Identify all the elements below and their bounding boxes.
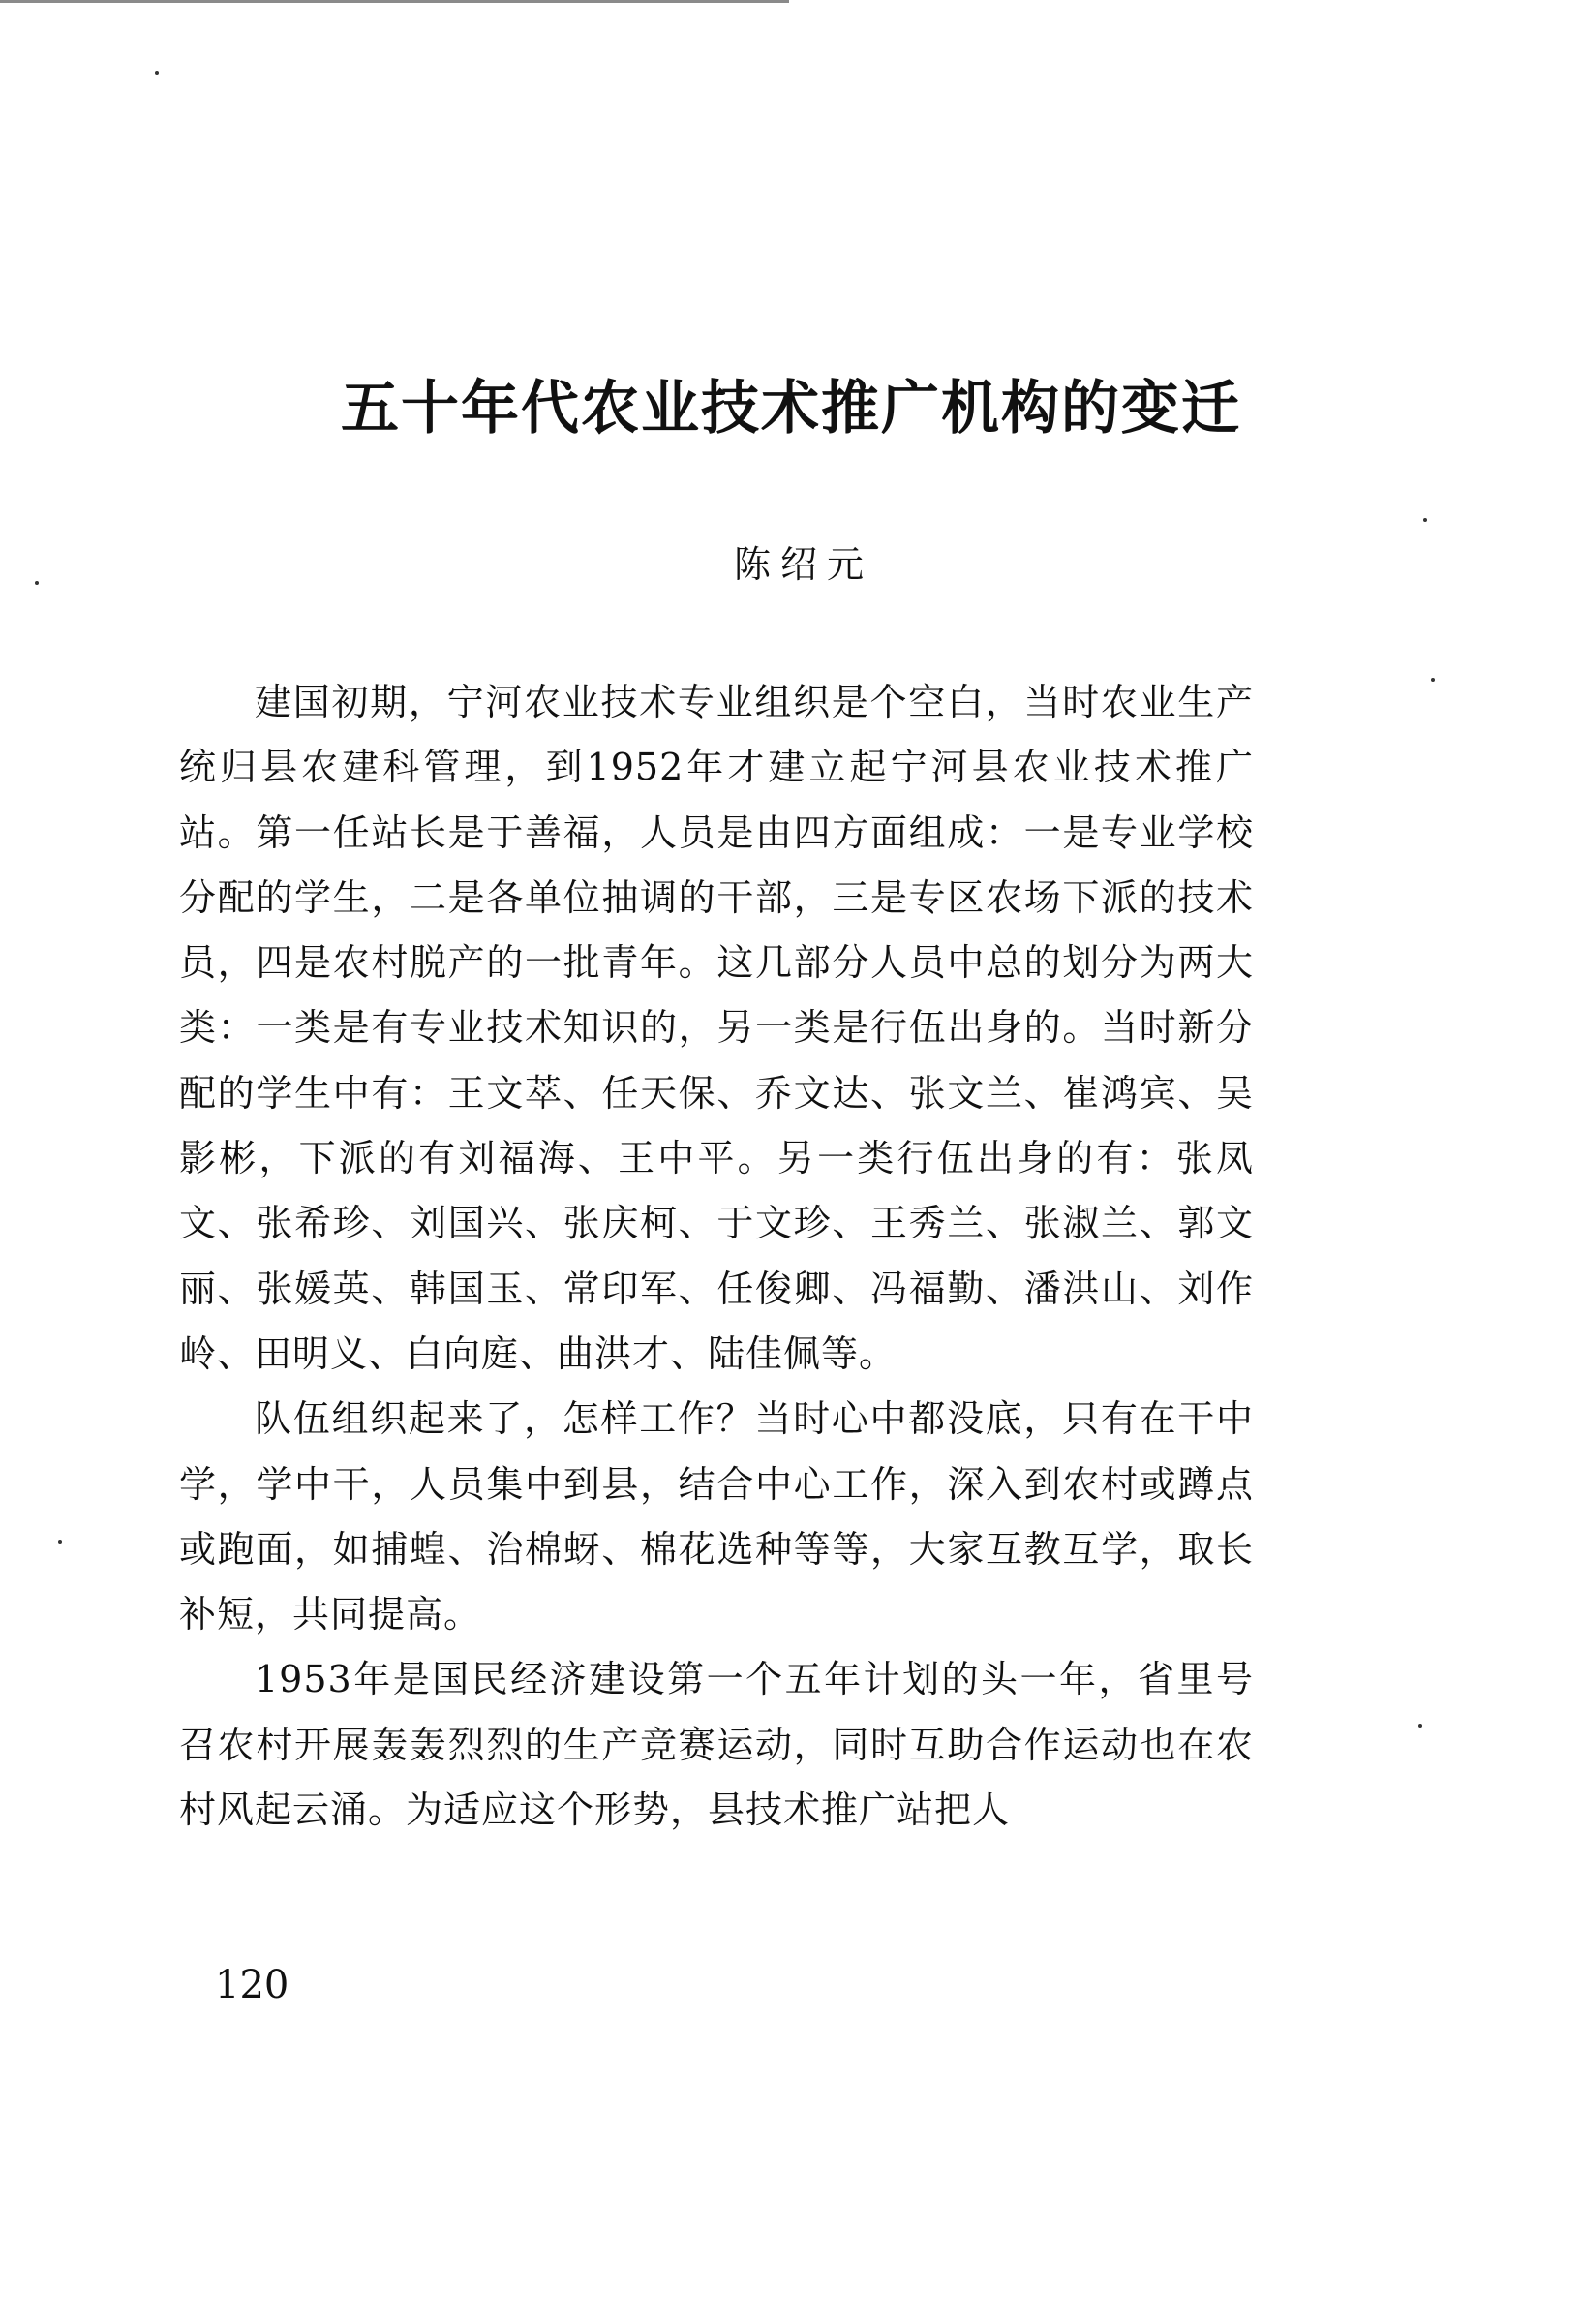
scan-speck: [35, 581, 39, 585]
scan-speck: [1418, 1724, 1422, 1728]
paragraph-1: 建国初期，宁河农业技术专业组织是个空白，当时农业生产统归县农建科管理，到1952年才建立起宁河县农业技术推广站。第一任站长是于善福，人员是由四方面组成：一是专业学校分配的学生，二是各单位抽调的干部，三是专区农场下派的技术员，四是农村脱产的一批青年。这几部分人员中总的划分为两大类：一类是有专业技术知识的，另一类是行伍出身的。当时新分配的学生中有：王文萃、任天保、乔文达、张文兰、崔鸿宾、吴影彬，下派的有刘福海、王中平。另一类行伍出身的有：张凤文、张希珍、刘国兴、张庆柯、于文珍、王秀兰、张淑兰、郭文丽、张媛英、韩国玉、常印军、任俊卿、冯福勤、潘洪山、刘作岭、田明义、白向庭、曲洪才、陆佳佩等。: [179, 681, 1254, 1375]
scan-speck: [1423, 518, 1427, 522]
scan-speck: [1431, 678, 1435, 682]
scan-speck: [58, 1540, 62, 1544]
article-title: 五十年代农业技术推广机构的变迁: [341, 375, 1241, 443]
top-rule: [0, 0, 789, 3]
paragraph-3: 1953年是国民经济建设第一个五年计划的头一年，省里号召农村开展轰轰烈烈的生产竞赛运动，同时互助合作运动也在农村风起云涌。为适应这个形势，县技术推广站把人: [179, 1658, 1254, 1832]
author-name: 陈绍元: [733, 543, 873, 586]
page-number: 120: [215, 1963, 289, 2007]
article-body: [179, 670, 1254, 1843]
paragraph-2: 队伍组织起来了，怎样工作？当时心中都没底，只有在干中学，学中干，人员集中到县，结合中心工作，深入到农村或蹲点或跑面，如捕蝗、治棉蚜、棉花选种等等，大家互教互学，取长补短，共同提高。: [179, 1397, 1254, 1636]
scan-speck: [155, 71, 159, 75]
